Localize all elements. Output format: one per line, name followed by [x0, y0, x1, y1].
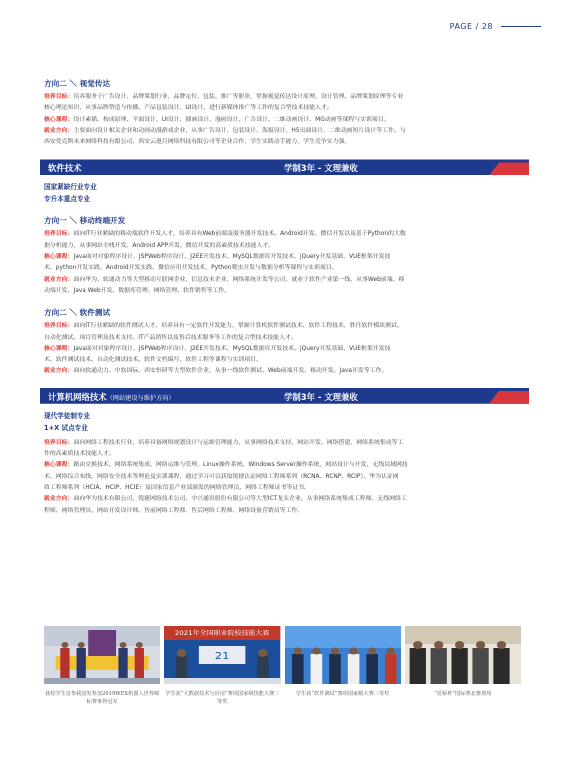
field-text: 术、软件测试技术、自动化测试技术、软件文档编写、软件工程等课程与实训项目。: [44, 357, 262, 364]
field-label: 就业方向：: [44, 127, 74, 134]
field-text: 动端开发、Java Web开发、数据库管理、网络管理、软件销售等工作。: [44, 287, 231, 294]
paragraph-line: [44, 344, 525, 355]
photo-robot-championship: [44, 626, 160, 684]
field-text: 术、网络综合布线、网络安全技术等理论及实训课程，通过学习可以获取锐捷认证网络工程师系列（RCNA、RCNP、RCIP）、华为认证网: [44, 473, 399, 480]
paragraph-line: [44, 506, 525, 517]
field-text: 络工程师系列（HCIA、HCIP、HCIE）及国家信息产业部颁发的网络管理员、网络工程师证书等证书。: [44, 484, 310, 491]
section-title-mobile: 方向一 ＼ 移动终端开发: [44, 216, 126, 226]
field-text: 据分析能力，从事网站全栈开发、Android APP开发、微信开发的高素质技术技能人才。: [44, 242, 275, 249]
paragraph-line: [44, 472, 525, 483]
field-text: 设计素描、构成原理、平面设计、UI设计、插画设计、漫画设计、广告设计、二维动画设计、MG动画等课程与实训项目。: [73, 116, 390, 123]
photo-skills-contest: [164, 626, 280, 684]
paragraph-line: [44, 103, 525, 114]
paragraph-line: [44, 229, 525, 240]
field-text: 路由交换技术、网络系统集成、网络运维与管理、Linux操作系统、Windows Server操作系统、网站设计与开发、无线局域网技: [73, 462, 408, 469]
software-tag-2: 专升本重点专业: [44, 195, 91, 204]
field-label: 培养目标：: [44, 231, 74, 238]
main-content: [44, 78, 525, 517]
paragraph-line: [44, 286, 525, 297]
field-label: 就业方向：: [44, 496, 74, 503]
field-text: 核心理论知识，从事品牌塑造与传播、产品包装设计、UI设计、进行新媒体推广等工作的复合型技术技能人才。: [44, 105, 333, 112]
field-text: 面向华为、软通动力等大型移动互联网企业、信息技术企业、网络系统开发等公司。就业于软件产业第一线，从事Web前端、移: [73, 276, 405, 283]
banner-network-technology: [40, 388, 529, 404]
photo-caption: 我校学生首参我国发参加2019WEX机器人世界锦标赛事得冠军: [45, 691, 160, 705]
field-text: 作的高素质技术技能人才。: [44, 451, 115, 458]
visual-description: [44, 92, 525, 148]
paragraph-line: [44, 275, 525, 286]
photo-lanqiao-cup: [405, 626, 521, 684]
banner-major-name: [48, 391, 175, 403]
photo-software-testing-award: [285, 626, 401, 684]
photo-caption: 学生获“软件测试”赛项国家级大赛三等奖: [295, 691, 390, 697]
banner-duration: 学制3年 - 文理兼收: [284, 391, 358, 402]
section-title-testing: 方向二 ＼ 软件测试: [44, 308, 111, 318]
paragraph-line: [44, 483, 525, 494]
paragraph-line: [44, 137, 525, 148]
field-text: 面向网络工程技术行业，培养具备网络规划设计与运维管理能力，从事网络技术支持、网站开发、网络搭建、网络系统集成等工: [73, 439, 404, 446]
paragraph-line: [44, 366, 525, 377]
banner-major-name: 软件技术: [48, 163, 82, 174]
paragraph-line: [44, 241, 525, 252]
paragraph-line: [44, 438, 525, 449]
field-label: 就业方向：: [44, 276, 74, 283]
paragraph-line: [44, 126, 525, 137]
photo-strip: [44, 626, 521, 684]
page-number: PAGE / 28: [449, 22, 493, 31]
field-text: 主要面向设计相关企业和动画动漫游戏企业，从事广告设计、包装设计、海报设计，H5页面设计、二维动画短片设计等工作。与: [73, 127, 406, 134]
field-text: 培养服务于广告设计、品牌策划行业，品牌定位、包装、推广等职业，掌握视觉传达设计原理、设计管理、品牌策划原理等专业: [73, 94, 404, 100]
field-text: 自动化测试、项目管理及技术支持、IT产品销售以及售后技术服务等工作的复合型技术技能人才。: [44, 334, 297, 341]
field-text: 西安爱克斯未来网络科技有限公司、西安云遨月网络科技有限公司等企业合作，学生实践动手能力，学生竞争实力强。: [44, 139, 351, 146]
banner-software-technology: [40, 159, 529, 175]
photo-caption: 学生获“大数据技术与应用”赛项国家级技能大赛二等奖: [165, 691, 280, 705]
paragraph-line: [44, 355, 525, 366]
paragraph-line: [44, 449, 525, 460]
field-label: 培养目标：: [44, 323, 74, 330]
paragraph-line: [44, 460, 525, 471]
field-text: Java面对对象程序设计、JSPWeb程序设计、J2EE开发技术、MySQL数据库开发技术、jQuery开发基础、VUE框架开发技: [73, 254, 391, 261]
photo-caption: “蓝桥杯”国际赛北赛现场: [434, 691, 492, 697]
contest-sign-number: 21: [214, 649, 230, 662]
page-header: [450, 22, 541, 31]
paragraph-line: [44, 494, 525, 505]
banner-major-subtitle: （网站建设与维护方向）: [106, 394, 175, 402]
paragraph-line: [44, 92, 525, 103]
network-description: [44, 438, 525, 517]
section-title-visual: 方向二 ＼ 视觉传达: [44, 79, 111, 88]
field-text: 面向软通动力、中软国际、西安恒研等大型软件企业，从事一线软件测试、Web前端开发、移动开发、Java开发等工作。: [73, 368, 388, 375]
field-text: 术、python开发实践、Android开发实践、微信应用开发技术、Python爬虫开发与数据分析等课程与实训项目。: [44, 265, 338, 272]
field-label: 培养目标：: [44, 439, 74, 446]
photo-captions: [44, 690, 521, 706]
field-label: 核心课程：: [44, 254, 74, 261]
contest-banner-text: 2021年全国职业院校技能大赛: [175, 629, 270, 637]
banner-major-title: 计算机网络技术: [48, 391, 107, 402]
paragraph-line: [44, 252, 525, 263]
header-rule: [501, 26, 541, 27]
field-label: 核心课程：: [44, 345, 74, 352]
field-text: 面向华为技术有限公司、锐捷网络技术公司、中兴通讯股份有限公司等大型ICT龙头企业，从事网络系统集成工程师、无线网络工: [73, 496, 407, 503]
paragraph-line: [44, 263, 525, 274]
banner-duration: 学制3年 - 文理兼收: [284, 163, 358, 174]
network-tag-2: 1+X 试点专业: [44, 423, 88, 432]
field-label: 核心课程：: [44, 462, 74, 469]
paragraph-line: [44, 333, 525, 344]
paragraph-line: [44, 321, 525, 332]
mobile-description: [44, 229, 525, 297]
field-text: Java面对对象程序设计、JSPWeb程序设计、J2EE开发技术、MySQL数据库开发技术、jQuery开发基础、VUE框架开发技: [73, 345, 391, 352]
field-text: 程师、网络管理员、网站开发设计师、售前网络工程师、售后网络工程师、网络设备营销员等工作。: [44, 507, 304, 514]
testing-description: [44, 321, 525, 377]
software-tag-1: 国家紧缺行业专业: [44, 183, 97, 192]
field-label: 培养目标：: [44, 94, 74, 100]
field-text: 面向IT行业紧缺的移动端软件开发人才，培养具有Web前端及服务器开发技术、Android开发、微信开发以及基于Python的大数: [73, 231, 406, 238]
field-text: 面向IT行业紧缺的软件测试人才，培养具有一定软件开发能力，掌握计算机软件测试技术、软件工程技术，胜任软件模块测试、: [73, 323, 403, 330]
field-label: 核心课程：: [44, 116, 74, 123]
field-label: 就业方向：: [44, 368, 74, 375]
network-tag-1: 现代学徒制专业: [44, 411, 91, 420]
paragraph-line: [44, 115, 525, 126]
